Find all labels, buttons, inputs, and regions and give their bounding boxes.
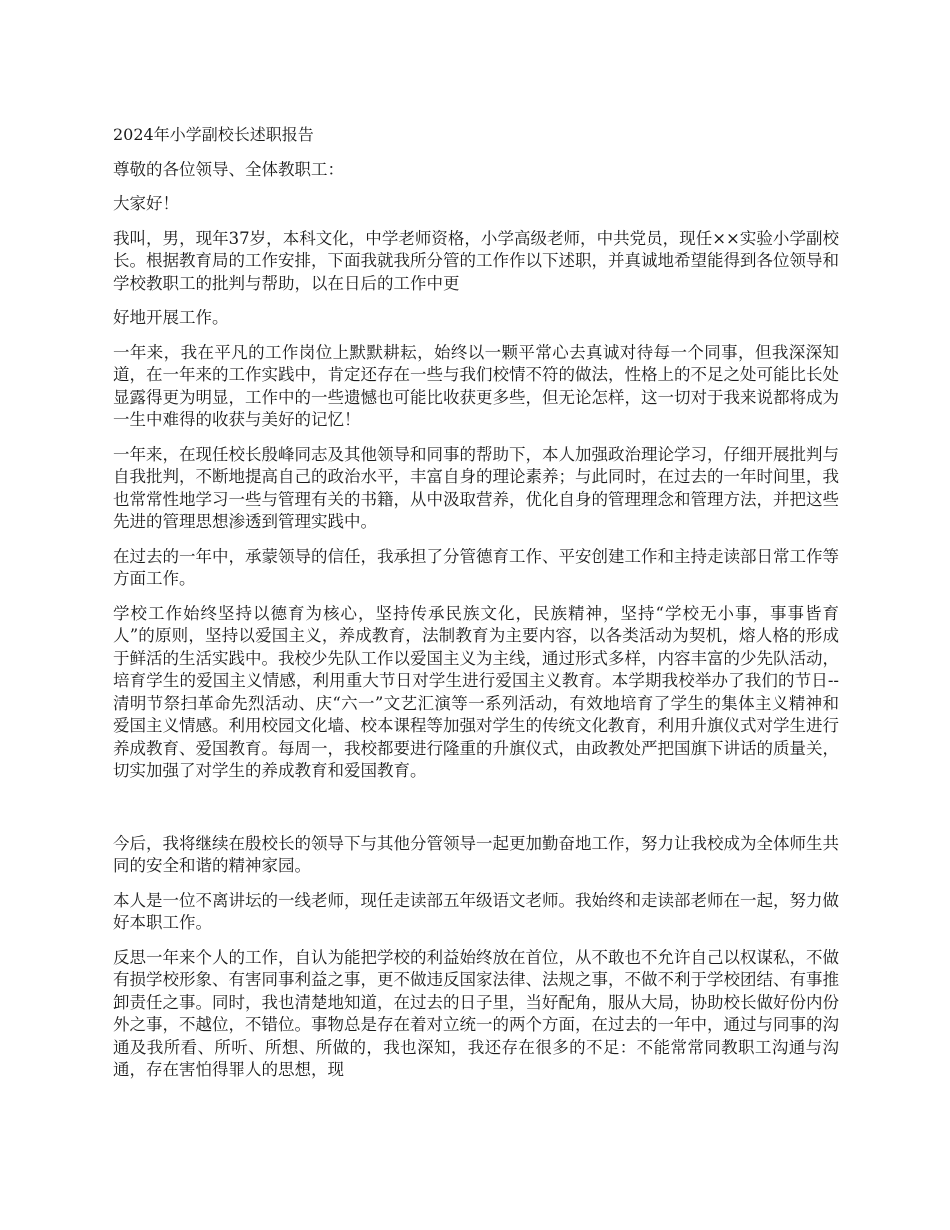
paragraph-future: 今后，我将继续在殷校长的领导下与其他分管领导一起更加勤奋地工作，努力让我校成为全体师生共同的安全和谐的精神家园。 bbox=[113, 833, 839, 875]
document-page bbox=[113, 124, 839, 1094]
paragraph-intro-continued: 好地开展工作。 bbox=[113, 308, 229, 327]
paragraph-self-review: 反思一年来个人的工作，自认为能把学校的利益始终放在首位，从不敢也不允许自己以权谋私，不做有损学校形象、有害同事利益之事，更不做违反国家法律、法规之事，不做不利于学校团结、有事推卸责任之事。同时，我也清楚地知道，在过去的日子里，当好配角，服从大局，协助校长做好份内份外之事，不越位，不错位。事物总是存在着对立统一的两个方面，在过去的一年中，通过与同事的沟通及我所看、所听、所想、所做的，我也深知，我还存在很多的不足：不能常常同教职工沟通与沟通，存在害怕得罪人的思想，现 bbox=[113, 947, 839, 1079]
paragraph-responsibilities: 在过去的一年中，承蒙领导的信任，我承担了分管德育工作、平安创建工作和主持走读部日常工作等方面工作。 bbox=[113, 546, 839, 588]
paragraph-moral-education: 学校工作始终坚持以德育为核心，坚持传承民族文化，民族精神，坚持“学校无小事，事事皆育人”的原则，坚持以爱国主义，养成教育，法制教育为主要内容，以各类活动为契机，熔人格的形成于鲜活的生活实践中。我校少先队工作以爱国主义为主线，通过形式多样，内容丰富的少先队活动，培育学生的爱国主义情感，利用重大节日对学生进行爱国主义教育。本学期我校举办了我们的节日--清明节祭扫革命先烈活动、庆“六一”文艺汇演等一系列活动，有效地培育了学生的集体主义精神和爱国主义情感。利用校园文化墙、校本课程等加强对学生的传统文化教育，利用升旗仪式对学生进行养成教育、爱国教育。每周一，我校都要进行隆重的升旗仪式，由政教处严把国旗下讲话的质量关，切实加强了对学生的养成教育和爱国教育。 bbox=[113, 603, 839, 780]
paragraph-study: 一年来，在现任校长殷峰同志及其他领导和同事的帮助下，本人加强政治理论学习，仔细开展批判与自我批判，不断地提高自己的政治水平，丰富自身的理论素养；与此同时，在过去的一年时间里，我也常常性地学习一些与管理有关的书籍，从中汲取营养，优化自身的管理理念和管理方法，并把这些先进的管理思想渗透到管理实践中。 bbox=[113, 444, 839, 531]
document-title: 2024年小学副校长述职报告 bbox=[113, 125, 314, 144]
paragraph-teaching: 本人是一位不离讲坛的一线老师，现任走读部五年级语文老师。我始终和走读部老师在一起，努力做好本职工作。 bbox=[113, 890, 839, 932]
section-spacer bbox=[113, 795, 839, 833]
greeting: 大家好！ bbox=[113, 194, 179, 213]
paragraph-intro: 我叫，男，现年37岁，本科文化，中学老师资格，小学高级老师，中共党员，现任××实验小学副校长。根据教育局的工作安排，下面我就我所分管的工作作以下述职，并真诚地希望能得到各位领导和学校教职工的批判与帮助，以在日后的工作中更 bbox=[113, 228, 839, 293]
salutation: 尊敬的各位领导、全体教职工： bbox=[113, 159, 344, 179]
paragraph-reflection: 一年来，我在平凡的工作岗位上默默耕耘，始终以一颗平常心去真诚对待每一个同事，但我深深知道，在一年来的工作实践中，肯定还存在一些与我们校情不符的做法，性格上的不足之处可能比长处显露得更为明显，工作中的一些遗憾也可能比收获更多些，但无论怎样，这一切对于我来说都将成为一生中难得的收获与美好的记忆！ bbox=[113, 342, 839, 429]
